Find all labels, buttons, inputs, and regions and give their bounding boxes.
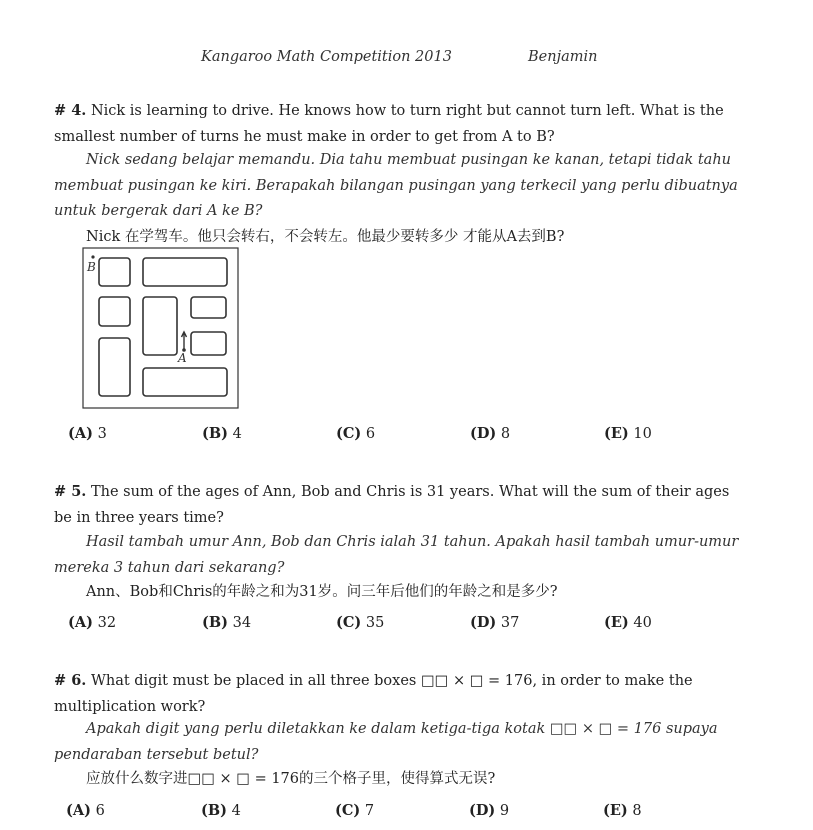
block xyxy=(99,258,130,286)
choice-b[interactable]: (B) 4 xyxy=(201,802,241,819)
choice-d[interactable]: (D) 37 xyxy=(470,614,520,631)
block xyxy=(191,332,226,355)
question-5-english xyxy=(54,479,744,531)
choice-d[interactable]: (D) 9 xyxy=(469,802,510,819)
question-5-malay: Hasil tambah umur Ann, Bob dan Chris ialah 31 tahun. Apakah hasil tambah umur-umur mereka 3 tahun dari sekarang? xyxy=(54,534,739,576)
point-a-label: A xyxy=(178,351,187,365)
question-6-number: # 6. xyxy=(54,672,87,689)
question-5-choices xyxy=(0,614,813,636)
map-border xyxy=(83,248,238,408)
page-header xyxy=(0,49,813,69)
choice-a[interactable]: (A) 6 xyxy=(66,802,105,819)
choice-e[interactable]: (E) 40 xyxy=(604,614,652,631)
choice-c[interactable]: (C) 35 xyxy=(336,614,385,631)
competition-level: Benjamin xyxy=(528,49,598,65)
block xyxy=(99,338,130,396)
choice-c[interactable]: (C) 6 xyxy=(336,425,376,442)
choice-a[interactable]: (A) 32 xyxy=(68,614,117,631)
block xyxy=(143,258,227,286)
block xyxy=(191,297,226,318)
question-6-malay: Apakah digit yang perlu diletakkan ke dalam ketiga-tiga kotak □□ × □ = 176 supaya pendaraban tersebut betul? xyxy=(54,721,718,763)
question-6-choices xyxy=(0,802,813,824)
block xyxy=(99,297,130,326)
block xyxy=(143,297,177,355)
question-4-malay: Nick sedang belajar memandu. Dia tahu membuat pusingan ke kanan, tetapi tidak tahu membuat pusingan ke kiri. Berapakah bilangan pusingan yang terkecil yang perlu dibuatnya untuk bergerak dari A ke B? xyxy=(54,152,738,219)
choice-c[interactable]: (C) 7 xyxy=(335,802,375,819)
choice-e[interactable]: (E) 8 xyxy=(603,802,642,819)
competition-title: Kangaroo Math Competition 2013 xyxy=(201,49,452,65)
point-b-dot xyxy=(91,255,94,258)
question-5-chinese: Ann、Bob和Chris的年龄之和为31岁。问三年后他们的年龄之和是多少? xyxy=(86,584,558,600)
question-4-text: Nick is learning to drive. He knows how to turn right but cannot turn left. What is the smallest number of turns he must make in order to get from A to B? xyxy=(54,103,724,145)
choice-e[interactable]: (E) 10 xyxy=(604,425,652,442)
question-6-text: What digit must be placed in all three boxes □□ × □ = 176, in order to make the multiplication work? xyxy=(54,673,693,715)
question-4-chinese: Nick 在学驾车。他只会转右，不会转左。他最少要转多少 才能从A去到B? xyxy=(86,229,565,245)
question-5-number: # 5. xyxy=(54,483,87,500)
point-b-label: B xyxy=(87,260,96,274)
choice-a[interactable]: (A) 3 xyxy=(68,425,107,442)
question-4-english xyxy=(54,98,744,150)
choice-d[interactable]: (D) 8 xyxy=(470,425,511,442)
street-map-svg xyxy=(82,247,239,409)
question-6-chinese: 应放什么数字进□□ × □ = 176的三个格子里，使得算式无误? xyxy=(86,771,496,787)
question-4-choices xyxy=(0,425,813,447)
question-4-number: # 4. xyxy=(54,102,87,119)
question-5-text: The sum of the ages of Ann, Bob and Chris is 31 years. What will the sum of their ages be in three years time? xyxy=(54,484,730,526)
choice-b[interactable]: (B) 4 xyxy=(202,425,242,442)
choice-b[interactable]: (B) 34 xyxy=(202,614,252,631)
question-6-english xyxy=(54,668,744,720)
block xyxy=(143,368,227,396)
street-map-figure xyxy=(82,247,239,409)
